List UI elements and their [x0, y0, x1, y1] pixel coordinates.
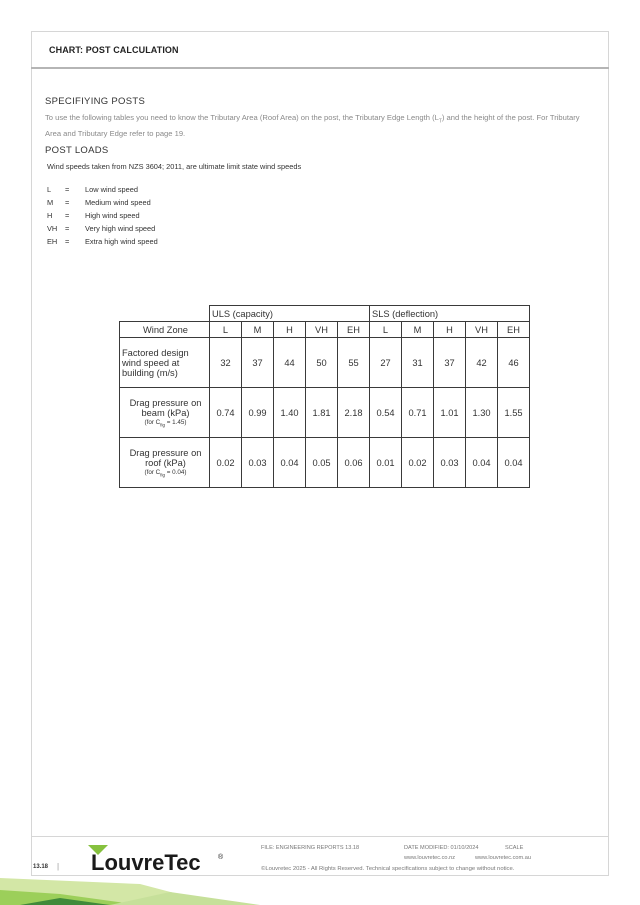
intro-text-part1: To use the following tables you need to know the Tributary Area (Roof Area) on the post, the Tributary Edge Length (L [45, 113, 439, 122]
footer-copyright: ©Louvretec 2025 - All Rights Reserved. Technical specifications subject to change without notice. [261, 866, 515, 872]
footer-divider [31, 836, 609, 837]
page-number: 13.18 [33, 864, 49, 870]
table-cell: 0.03 [434, 438, 466, 488]
intro-text-part2: ) and the height of the post. For Tributary Area and Tributary Edge refer to page 19. [45, 113, 580, 138]
table-corner [120, 306, 210, 322]
zone-header-sls-l: L [370, 322, 402, 338]
row-label-text: Drag pressure on roof (kPa) [129, 447, 202, 468]
specifying-posts-heading: SPECIFIYING POSTS [45, 96, 146, 107]
table-cell: 0.54 [370, 388, 402, 438]
row-label-text: Factored design wind speed at building (m/s) [122, 347, 189, 378]
table-cell: 42 [466, 338, 498, 388]
zone-header-uls-vh: VH [306, 322, 338, 338]
legend-abbreviation: EH [47, 237, 58, 246]
legend-equals: = [65, 185, 70, 194]
table-cell: 0.01 [370, 438, 402, 488]
legend-equals: = [65, 224, 70, 233]
legend-abbreviation: H [47, 211, 53, 220]
table-cell: 0.04 [466, 438, 498, 488]
beam-coefficient-note [122, 419, 209, 427]
zone-header-uls-l: L [210, 322, 242, 338]
zone-header-sls-m: M [402, 322, 434, 338]
uls-group-header: ULS (capacity) [210, 306, 370, 322]
table-cell: 1.81 [306, 388, 338, 438]
footer-website-nz: www.louvretec.co.nz [404, 855, 455, 861]
zone-header-uls-m: M [242, 322, 274, 338]
legend-description: High wind speed [85, 211, 140, 220]
wind-speed-table [119, 305, 530, 488]
table-cell: 44 [274, 338, 306, 388]
legend-equals: = [65, 211, 70, 220]
legend-description: Very high wind speed [85, 224, 156, 233]
legend-abbreviation: L [47, 185, 52, 194]
table-cell: 32 [210, 338, 242, 388]
legend-equals: = [65, 237, 70, 246]
footer-date-modified: DATE MODIFIED: 01/10/2024 [404, 845, 479, 851]
table-cell: 1.40 [274, 388, 306, 438]
logo-wordmark: LouvreTec [91, 850, 201, 875]
footer-scale: SCALE [505, 845, 524, 851]
table-cell: 27 [370, 338, 402, 388]
table-cell: 0.06 [338, 438, 370, 488]
page-number-separator: | [57, 862, 60, 871]
note-subscript: fig [160, 472, 165, 478]
row-label-roof-pressure [120, 438, 210, 488]
sls-group-header: SLS (deflection) [370, 306, 530, 322]
note-suffix: = 1.45) [164, 418, 187, 426]
intro-subscript: T [438, 118, 442, 125]
note-prefix: (for C [144, 468, 161, 476]
post-loads-heading: POST LOADS [45, 145, 109, 156]
zone-header-sls-eh: EH [498, 322, 530, 338]
note-prefix: (for C [144, 418, 161, 426]
table-cell: 0.02 [210, 438, 242, 488]
table-cell: 0.74 [210, 388, 242, 438]
legend-equals: = [65, 198, 70, 207]
table-cell: 1.30 [466, 388, 498, 438]
legend-description: Extra high wind speed [85, 237, 158, 246]
louvretec-logo [86, 843, 226, 875]
legend-abbreviation: VH [47, 224, 58, 233]
zone-header-uls-h: H [274, 322, 306, 338]
legend-description: Low wind speed [85, 185, 139, 194]
table-cell: 0.05 [306, 438, 338, 488]
table-cell: 37 [242, 338, 274, 388]
page-header [31, 31, 609, 69]
table-cell: 46 [498, 338, 530, 388]
zone-header-uls-eh: EH [338, 322, 370, 338]
logo-registered-mark: ® [218, 854, 224, 861]
row-label-beam-pressure [120, 388, 210, 438]
table-cell: 0.02 [402, 438, 434, 488]
table-cell: 1.01 [434, 388, 466, 438]
table-cell: 37 [434, 338, 466, 388]
note-suffix: = 0.04) [164, 468, 187, 476]
legend-description: Medium wind speed [85, 198, 151, 207]
table-cell: 55 [338, 338, 370, 388]
wind-zone-label: Wind Zone [120, 322, 210, 338]
footer-file: FILE: ENGINEERING REPORTS 13.18 [261, 845, 360, 851]
table-cell: 0.04 [274, 438, 306, 488]
table-cell: 2.18 [338, 388, 370, 438]
note-subscript: fig [160, 422, 165, 428]
table-cell: 0.71 [402, 388, 434, 438]
table-cell: 1.55 [498, 388, 530, 438]
intro-paragraph [45, 112, 593, 140]
page-title: CHART: POST CALCULATION [49, 45, 179, 55]
decorative-green-stripe [0, 872, 640, 905]
row-label-factored-speed [120, 338, 210, 388]
wind-speed-note: Wind speeds taken from NZS 3604; 2011, are ultimate limit state wind speeds [47, 162, 302, 171]
legend-abbreviation: M [47, 198, 54, 207]
zone-header-sls-vh: VH [466, 322, 498, 338]
row-label-text: Drag pressure on beam (kPa) [129, 397, 202, 418]
table-cell: 31 [402, 338, 434, 388]
zone-header-sls-h: H [434, 322, 466, 338]
table-cell: 0.03 [242, 438, 274, 488]
table-cell: 50 [306, 338, 338, 388]
table-cell: 0.04 [498, 438, 530, 488]
roof-coefficient-note [122, 469, 209, 477]
table-cell: 0.99 [242, 388, 274, 438]
footer-website-au: www.louvretec.com.au [475, 855, 531, 861]
